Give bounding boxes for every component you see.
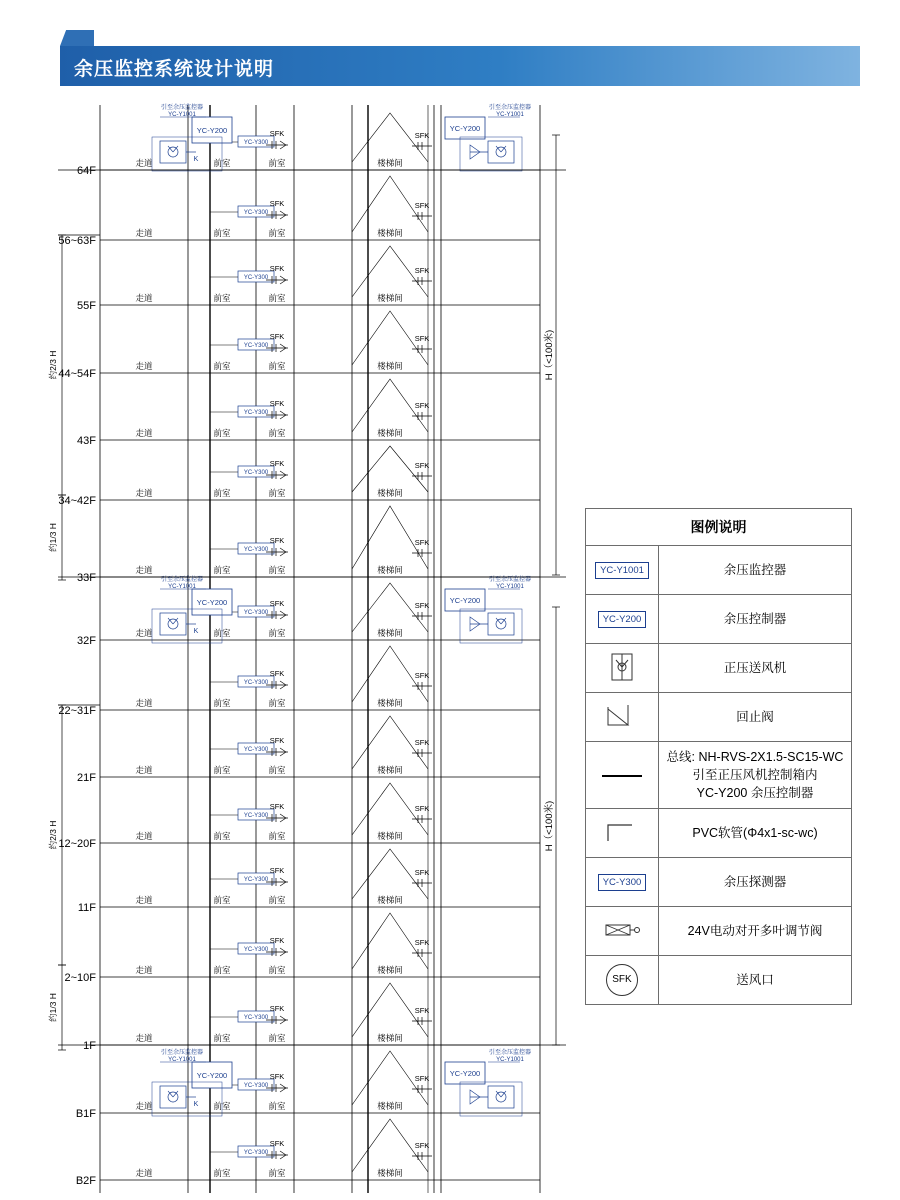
sfk-outlet-label: SFK — [269, 1139, 285, 1148]
room-label-corridor: 走道 — [135, 228, 153, 238]
room-label-anteroom2: 前室 — [268, 361, 286, 371]
room-label-corridor: 走道 — [135, 488, 153, 498]
room-label-stairwell: 楼梯间 — [377, 1101, 403, 1111]
room-label-stairwell: 楼梯间 — [377, 158, 403, 168]
room-label-corridor: 走道 — [135, 628, 153, 638]
floor-label: 34~42F — [58, 495, 96, 507]
detector-box-label: YC-Y300 — [243, 343, 269, 349]
pvc-hose-line — [210, 412, 238, 424]
room-label-anteroom2: 前室 — [268, 1033, 286, 1043]
sfk-outlet-label-stair: SFK — [414, 1006, 430, 1015]
detector-box-label: YC-Y300 — [243, 610, 269, 616]
detector-box-label: YC-Y300 — [243, 140, 269, 146]
sfk-outlet-label-stair: SFK — [414, 1074, 430, 1083]
zone-dimension-label: 约2/3 H — [48, 350, 58, 380]
legend-device-box-icon — [586, 595, 659, 644]
pvc-hose-line — [210, 682, 238, 694]
pvc-hose-line — [210, 345, 238, 357]
room-label-anteroom: 前室 — [213, 895, 231, 905]
detector-box-label: YC-Y300 — [243, 1150, 269, 1156]
room-label-anteroom: 前室 — [213, 428, 231, 438]
legend-description: 余压监控器 — [723, 562, 787, 577]
monitor-ref-label: 引至余压监控器 — [160, 1050, 204, 1056]
height-dimension-label: H（<100米) — [544, 329, 555, 381]
room-label-anteroom2: 前室 — [268, 488, 286, 498]
legend-description: 余压探测器 — [659, 858, 852, 907]
room-label-corridor: 走道 — [135, 698, 153, 708]
fan-k-label: K — [193, 156, 199, 163]
room-label-anteroom: 前室 — [213, 1101, 231, 1111]
room-label-anteroom2: 前室 — [268, 831, 286, 841]
sfk-outlet-label-stair: SFK — [414, 131, 430, 140]
legend-panel — [585, 508, 852, 1005]
legend-row — [586, 907, 851, 956]
legend-description: 总线: NH-RVS-2X1.5-SC15-WC 引至正压风机控制箱内 YC-Y200 余压控制器 — [659, 742, 852, 809]
bus-line-icon — [602, 775, 642, 777]
legend-symbol-label: YC-Y300 — [598, 874, 647, 891]
room-label-stairwell: 楼梯间 — [377, 428, 403, 438]
legend-description: 回止阀 — [659, 693, 852, 742]
room-label-anteroom: 前室 — [213, 831, 231, 841]
detector-box-label: YC-Y300 — [243, 275, 269, 281]
room-label-stairwell: 楼梯间 — [377, 698, 403, 708]
room-label-anteroom: 前室 — [213, 293, 231, 303]
room-label-stairwell: 楼梯间 — [377, 565, 403, 575]
monitor-ref-label-right: 引至余压监控器 — [488, 577, 532, 583]
detector-box-label: YC-Y300 — [243, 947, 269, 953]
sfk-outlet-label: SFK — [269, 669, 285, 678]
room-label-anteroom2: 前室 — [268, 895, 286, 905]
header-flag-icon — [60, 30, 94, 46]
floor-label: 55F — [77, 300, 96, 312]
room-label-corridor: 走道 — [135, 293, 153, 303]
zone-dimension-label: 约2/3 H — [48, 820, 58, 850]
legend-air-outlet-icon — [586, 956, 659, 1005]
monitor-code-label-right: YC-Y1001 — [496, 112, 524, 118]
floor-label: 56~63F — [58, 235, 96, 247]
room-label-anteroom: 前室 — [213, 1033, 231, 1043]
room-label-corridor: 走道 — [135, 965, 153, 975]
room-label-corridor: 走道 — [135, 565, 153, 575]
detector-box-label: YC-Y300 — [243, 877, 269, 883]
floor-label: B2F — [75, 1175, 96, 1187]
controller-box-right-label: YC-Y200 — [449, 124, 481, 133]
monitor-code-label: YC-Y1001 — [168, 112, 196, 118]
floor-label: 1F — [83, 1040, 96, 1052]
fan-k-label: K — [193, 1101, 199, 1108]
floor-label: 2~10F — [64, 972, 96, 984]
room-label-stairwell: 楼梯间 — [377, 228, 403, 238]
room-label-anteroom: 前室 — [213, 488, 231, 498]
zone-dimension-label: 约1/3 H — [48, 993, 58, 1022]
sfk-outlet-label-stair: SFK — [414, 738, 430, 747]
room-label-stairwell: 楼梯间 — [377, 488, 403, 498]
pvc-hose-line — [210, 949, 238, 961]
room-label-corridor: 走道 — [135, 831, 153, 841]
controller-box-label: YC-Y200 — [196, 598, 228, 607]
room-label-anteroom: 前室 — [213, 361, 231, 371]
monitor-ref-label-right: 引至余压监控器 — [488, 105, 532, 111]
detector-box-label: YC-Y300 — [243, 210, 269, 216]
page-header — [0, 30, 900, 88]
legend-bus-line-icon — [586, 742, 659, 809]
room-label-anteroom2: 前室 — [268, 628, 286, 638]
room-label-anteroom2: 前室 — [268, 965, 286, 975]
sfk-outlet-label-stair: SFK — [414, 538, 430, 547]
legend-description: 送风口 — [659, 956, 852, 1005]
detector-box-label: YC-Y300 — [243, 410, 269, 416]
room-label-corridor: 走道 — [135, 1101, 153, 1111]
room-label-corridor: 走道 — [135, 1168, 153, 1178]
controller-box-right-label: YC-Y200 — [449, 1069, 481, 1078]
room-label-corridor: 走道 — [135, 1033, 153, 1043]
room-label-corridor: 走道 — [135, 765, 153, 775]
sfk-outlet-label-stair: SFK — [414, 461, 430, 470]
detector-box-label: YC-Y300 — [243, 1083, 269, 1089]
room-label-anteroom: 前室 — [213, 765, 231, 775]
room-label-stairwell: 楼梯间 — [377, 895, 403, 905]
page-title: 余压监控系统设计说明 — [74, 59, 275, 80]
room-label-anteroom2: 前室 — [268, 698, 286, 708]
room-label-stairwell: 楼梯间 — [377, 1168, 403, 1178]
sfk-outlet-label: SFK — [269, 129, 285, 138]
detector-box-label: YC-Y300 — [243, 547, 269, 553]
detector-box-label: YC-Y300 — [243, 1015, 269, 1021]
controller-box-label: YC-Y200 — [196, 126, 228, 135]
sfk-outlet-label-stair: SFK — [414, 401, 430, 410]
floor-label: 43F — [77, 435, 96, 447]
room-label-stairwell: 楼梯间 — [377, 831, 403, 841]
pvc-hose-line — [210, 815, 238, 827]
detector-box-label: YC-Y300 — [243, 680, 269, 686]
controller-box-right-label: YC-Y200 — [449, 596, 481, 605]
floor-label: 33F — [77, 572, 96, 584]
legend-check-valve-icon — [586, 693, 659, 742]
legend-title: 图例说明 — [586, 509, 851, 546]
floor-label: 12~20F — [58, 838, 96, 850]
legend-row — [586, 809, 851, 858]
room-label-anteroom: 前室 — [213, 628, 231, 638]
sfk-outlet-label-stair: SFK — [414, 1141, 430, 1150]
sfk-outlet-label-stair: SFK — [414, 671, 430, 680]
legend-symbol-label: YC-Y1001 — [595, 562, 649, 579]
pvc-hose-line — [210, 1152, 238, 1164]
room-label-anteroom: 前室 — [213, 965, 231, 975]
legend-pvc-hose-icon — [586, 809, 659, 858]
room-label-stairwell: 楼梯间 — [377, 1033, 403, 1043]
pvc-hose-line — [210, 879, 238, 891]
room-label-corridor: 走道 — [135, 158, 153, 168]
sfk-outlet-label-stair: SFK — [414, 804, 430, 813]
room-label-anteroom: 前室 — [213, 565, 231, 575]
pvc-hose-line — [210, 749, 238, 761]
sfk-outlet-label-stair: SFK — [414, 266, 430, 275]
room-label-anteroom2: 前室 — [268, 765, 286, 775]
legend-device-box-icon — [586, 858, 659, 907]
floor-label: 44~54F — [58, 368, 96, 380]
legend-row — [586, 644, 851, 693]
floor-label: 21F — [77, 772, 96, 784]
sfk-outlet-label: SFK — [269, 264, 285, 273]
monitor-ref-label: 引至余压监控器 — [160, 105, 204, 111]
floor-label: B1F — [75, 1108, 96, 1120]
legend-row — [586, 956, 851, 1005]
pvc-hose-line — [210, 549, 238, 561]
zone-dimension-label: 约1/3 H — [48, 523, 58, 552]
room-label-anteroom: 前室 — [213, 158, 231, 168]
monitor-code-label: YC-Y1001 — [168, 1057, 196, 1063]
room-label-stairwell: 楼梯间 — [377, 765, 403, 775]
room-label-anteroom2: 前室 — [268, 158, 286, 168]
sfk-outlet-label: SFK — [269, 199, 285, 208]
sfk-outlet-label-stair: SFK — [414, 201, 430, 210]
detector-box-label: YC-Y300 — [243, 813, 269, 819]
legend-description: 24V电动对开多叶调节阀 — [659, 907, 852, 956]
sfk-outlet-label-stair: SFK — [414, 938, 430, 947]
legend-row — [586, 742, 851, 809]
legend-pressurization-fan-icon — [586, 644, 659, 693]
pvc-hose-line — [210, 212, 238, 224]
sfk-outlet-label-stair: SFK — [414, 868, 430, 877]
legend-symbol-label: SFK — [606, 964, 638, 996]
height-dimension-label: H（<100米) — [544, 800, 555, 852]
room-label-anteroom2: 前室 — [268, 1101, 286, 1111]
legend-description: 余压控制器 — [659, 595, 852, 644]
legend-symbol-label: YC-Y200 — [598, 611, 647, 628]
room-label-anteroom2: 前室 — [268, 428, 286, 438]
detector-box-label: YC-Y300 — [243, 470, 269, 476]
sfk-outlet-label: SFK — [269, 399, 285, 408]
legend-motorized-damper-icon — [586, 907, 659, 956]
sfk-outlet-label: SFK — [269, 536, 285, 545]
detector-box-label: YC-Y300 — [243, 747, 269, 753]
sfk-outlet-label-stair: SFK — [414, 334, 430, 343]
floor-label: 11F — [77, 902, 96, 914]
sfk-outlet-label: SFK — [269, 802, 285, 811]
sfk-outlet-label: SFK — [269, 866, 285, 875]
legend-row — [586, 595, 851, 644]
room-label-anteroom: 前室 — [213, 1168, 231, 1178]
controller-box-label: YC-Y200 — [196, 1071, 228, 1080]
legend-body — [586, 546, 851, 1005]
room-label-corridor: 走道 — [135, 895, 153, 905]
room-label-stairwell: 楼梯间 — [377, 628, 403, 638]
legend-row — [586, 693, 851, 742]
floor-label: 64F — [77, 165, 96, 177]
floor-label: 32F — [77, 635, 96, 647]
monitor-code-label: YC-Y1001 — [168, 584, 196, 590]
room-label-anteroom2: 前室 — [268, 565, 286, 575]
legend-table — [586, 509, 851, 1004]
legend-row — [586, 546, 851, 595]
room-label-anteroom: 前室 — [213, 698, 231, 708]
legend-description: 正压送风机 — [659, 644, 852, 693]
room-label-anteroom2: 前室 — [268, 293, 286, 303]
legend-device-box-icon — [586, 546, 659, 595]
room-label-stairwell: 楼梯间 — [377, 293, 403, 303]
room-label-anteroom2: 前室 — [268, 228, 286, 238]
room-label-anteroom: 前室 — [213, 228, 231, 238]
room-label-stairwell: 楼梯间 — [377, 965, 403, 975]
legend-description: PVC软管(Φ4x1-sc-wc) — [659, 809, 852, 858]
monitor-code-label-right: YC-Y1001 — [496, 584, 524, 590]
room-label-stairwell: 楼梯间 — [377, 361, 403, 371]
sfk-outlet-label: SFK — [269, 936, 285, 945]
fan-k-label: K — [193, 628, 199, 635]
legend-row — [586, 858, 851, 907]
pvc-hose-line — [210, 1017, 238, 1029]
floor-label: 22~31F — [58, 705, 96, 717]
room-label-anteroom2: 前室 — [268, 1168, 286, 1178]
room-label-corridor: 走道 — [135, 428, 153, 438]
pvc-hose-line — [210, 472, 238, 484]
monitor-ref-label: 引至余压监控器 — [160, 577, 204, 583]
sfk-outlet-label: SFK — [269, 332, 285, 341]
sfk-outlet-label: SFK — [269, 1072, 285, 1081]
sfk-outlet-label: SFK — [269, 1004, 285, 1013]
monitor-code-label-right: YC-Y1001 — [496, 1057, 524, 1063]
sfk-outlet-label: SFK — [269, 459, 285, 468]
monitor-ref-label-right: 引至余压监控器 — [488, 1050, 532, 1056]
pvc-hose-line — [210, 142, 238, 154]
sfk-outlet-label: SFK — [269, 599, 285, 608]
room-label-corridor: 走道 — [135, 361, 153, 371]
sfk-outlet-label-stair: SFK — [414, 601, 430, 610]
sfk-outlet-label: SFK — [269, 736, 285, 745]
pvc-hose-line — [210, 277, 238, 289]
